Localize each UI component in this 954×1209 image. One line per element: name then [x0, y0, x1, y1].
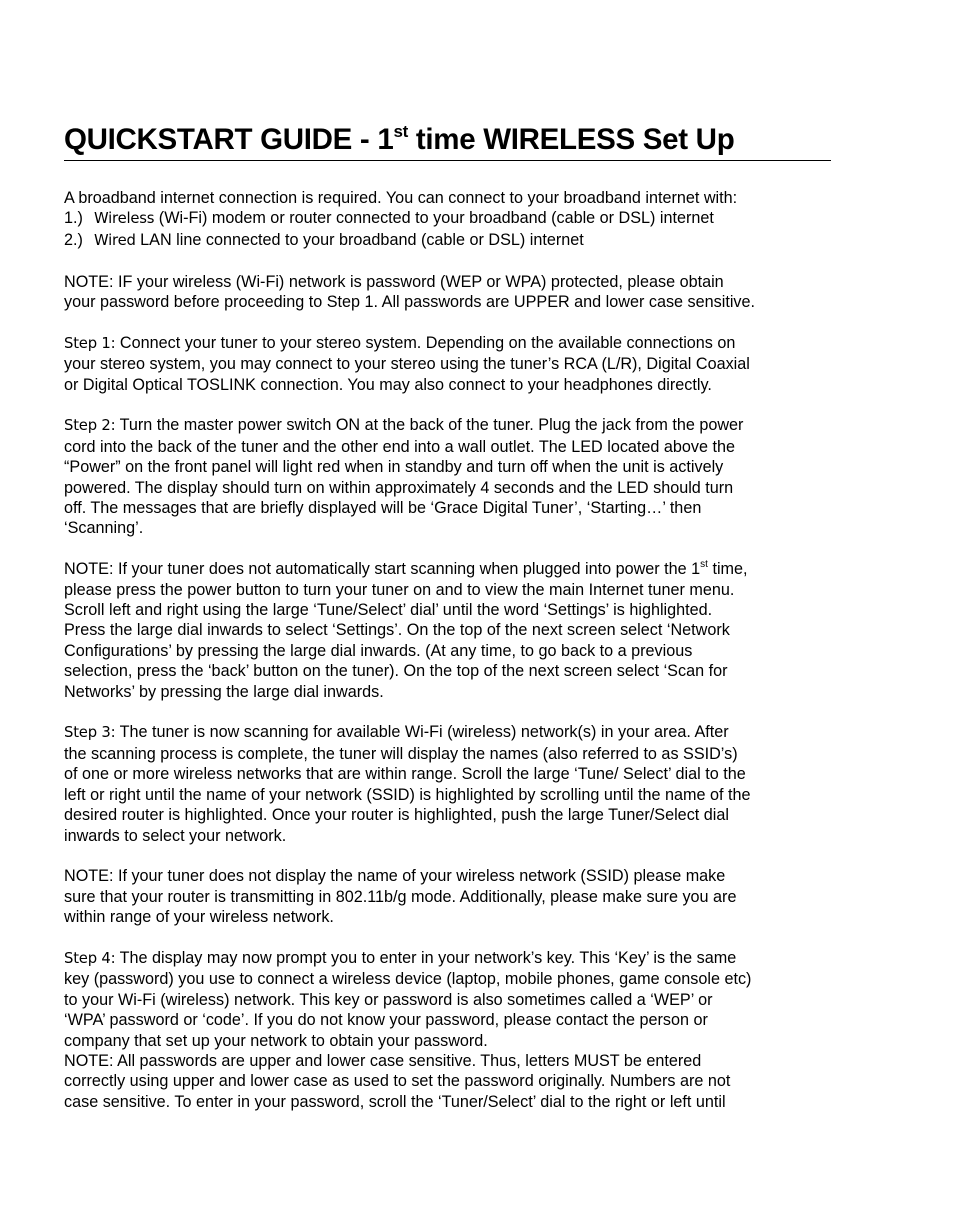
step-label: Step 2:: [64, 417, 116, 435]
text-line: powered. The display should turn on within approximately 4 seconds and the LED should turn: [64, 478, 734, 497]
step-label: Step 3:: [64, 724, 116, 742]
list-item-text: LAN line connected to your broadband (cable or DSL) internet: [135, 230, 584, 249]
step-3: [64, 722, 831, 845]
text-line: ‘Scanning’.: [64, 519, 144, 538]
step-text: The display may now prompt you to enter in your network’s key. This ‘Key’ is the same: [115, 948, 737, 967]
page-title: [64, 120, 831, 161]
text-line: your stereo system, you may connect to your stereo using the tuner’s RCA (L/R), Digital Coaxial: [64, 355, 750, 374]
list-item: [64, 208, 831, 229]
text-line: [64, 559, 831, 579]
list-item-bold: Wireless: [94, 210, 155, 228]
text-line: [64, 333, 831, 354]
text-line: case sensitive. To enter in your password, scroll the ‘Tuner/Select’ dial to the right or left until: [64, 1092, 726, 1111]
title-superscript: st: [393, 122, 408, 142]
text-line: key (password) you use to connect a wireless device (laptop, mobile phones, game console etc): [64, 970, 752, 989]
document-page: [64, 120, 831, 1112]
note-text: NOTE: If your tuner does not automatically start scanning when plugged into power the 1: [64, 560, 701, 579]
note-superscript: st: [700, 559, 708, 571]
note-ssid: [64, 866, 831, 927]
text-line: off. The messages that are briefly displayed will be ‘Grace Digital Tuner’, ‘Starting…’ then: [64, 499, 702, 518]
text-line: [64, 948, 831, 969]
text-line: Press the large dial inwards to select ‘Settings’. On the top of the next screen select ‘Network: [64, 621, 730, 640]
step-4: [64, 948, 831, 1112]
document-body: [64, 188, 831, 1112]
text-line: correctly using upper and lower case as used to set the password originally. Numbers are not: [64, 1072, 731, 1091]
text-line: [64, 722, 831, 743]
list-item-text: (Wi-Fi) modem or router connected to your broadband (cable or DSL) internet: [154, 209, 714, 228]
text-line: company that set up your network to obtain your password.: [64, 1031, 488, 1050]
text-line: to your Wi-Fi (wireless) network. This key or password is also sometimes called a ‘WEP’ or: [64, 990, 713, 1009]
text-line: within range of your wireless network.: [64, 908, 334, 927]
text-line: Configurations’ by pressing the large dial inwards. (At any time, to go back to a previous: [64, 641, 693, 660]
list-item-number: 2.): [64, 230, 83, 249]
step-text: Connect your tuner to your stereo system. Depending on the available connections on: [115, 333, 736, 352]
note-scanning: [64, 559, 831, 702]
text-line: cord into the back of the tuner and the other end into a wall outlet. The LED located above the: [64, 437, 736, 456]
step-text: The tuner is now scanning for available Wi-Fi (wireless) network(s) in your area. After: [115, 723, 729, 742]
text-line: of one or more wireless networks that are within range. Scroll the large ‘Tune/ Select’ dial to the: [64, 765, 746, 784]
text-line: [64, 415, 831, 436]
text-line: sure that your router is transmitting in 802.11b/g mode. Additionally, please make sure you are: [64, 887, 737, 906]
list-item-number: 1.): [64, 209, 83, 228]
text-line: “Power” on the front panel will light red when in standby and turn off when the unit is actively: [64, 458, 724, 477]
text-line: your password before proceeding to Step 1. All passwords are UPPER and lower case sensitive.: [64, 293, 756, 312]
list-item: [64, 230, 831, 251]
step-1: [64, 333, 831, 395]
text-line: desired router is highlighted. Once your router is highlighted, push the large Tuner/Select dial: [64, 806, 729, 825]
text-line: NOTE: All passwords are upper and lower case sensitive. Thus, letters MUST be entered: [64, 1051, 702, 1070]
text-line: left or right until the name of your network (SSID) is highlighted by scrolling until the name of the: [64, 785, 751, 804]
text-line: inwards to select your network.: [64, 826, 287, 845]
text-line: Scroll left and right using the large ‘Tune/Select’ dial’ until the word ‘Settings’ is highlighted.: [64, 601, 713, 620]
step-text: Turn the master power switch ON at the back of the tuner. Plug the jack from the power: [115, 416, 744, 435]
text-line: or Digital Optical TOSLINK connection. You may also connect to your headphones directly.: [64, 375, 712, 394]
step-2: [64, 415, 831, 538]
text-line: selection, press the ‘back’ button on the tuner). On the top of the next screen select ‘Scan for: [64, 662, 728, 681]
note-password: [64, 272, 831, 313]
text-line: please press the power button to turn your tuner on and to view the main Internet tuner menu.: [64, 580, 735, 599]
list-item-bold: Wired: [94, 231, 136, 249]
step-label: Step 1:: [64, 334, 116, 352]
text-line: NOTE: If your tuner does not display the name of your wireless network (SSID) please make: [64, 867, 726, 886]
title-text-end: time WIRELESS Set Up: [407, 123, 735, 156]
text-line: NOTE: IF your wireless (Wi-Fi) network is password (WEP or WPA) protected, please obtain: [64, 272, 724, 291]
text-line: ‘WPA’ password or ‘code’. If you do not know your password, please contact the person or: [64, 1011, 708, 1030]
note-text-end: time,: [707, 560, 748, 579]
text-line: Networks’ by pressing the large dial inwards.: [64, 682, 384, 701]
intro-paragraph: [64, 188, 831, 251]
title-text: QUICKSTART GUIDE - 1: [64, 123, 394, 156]
intro-line: A broadband internet connection is required. You can connect to your broadband internet with:: [64, 189, 738, 207]
step-label: Step 4:: [64, 949, 116, 967]
text-line: the scanning process is complete, the tuner will display the names (also referred to as SSID’s): [64, 744, 738, 763]
